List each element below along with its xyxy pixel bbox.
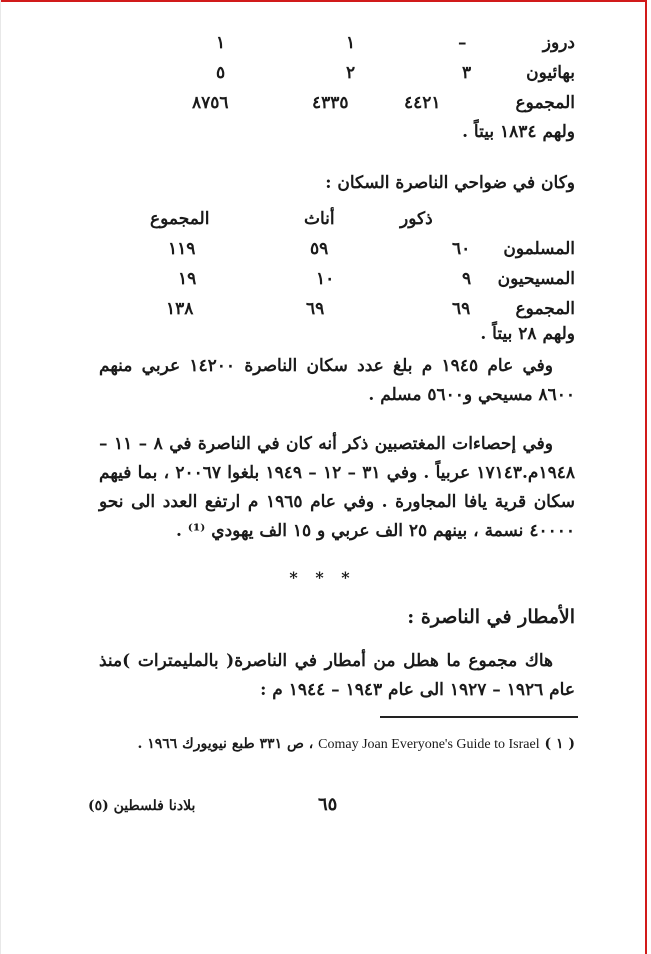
section-separator: * * * — [289, 568, 356, 587]
houses-note: ولهم ١٨٣٤ بيتاً . — [462, 122, 575, 142]
table-cell: ٦٩ — [306, 299, 325, 319]
table-cell: ٦٩ — [452, 299, 471, 319]
table-cell: ٦٠ — [452, 239, 471, 259]
table-cell: ١٠ — [316, 269, 335, 289]
paragraph-1945-population: وفي عام ١٩٤٥ م بلغ عدد سكان الناصرة ١٤٢٠٠ عربي منهم ٨٦٠٠ مسيحي و٥٦٠٠ مسلم . — [99, 356, 575, 405]
table-cell: – — [458, 33, 467, 53]
row-label: دروز — [542, 33, 575, 53]
table-cell: ٩ — [462, 269, 472, 289]
footnote-divider — [380, 716, 578, 718]
table-cell: ٤٣٣٥ — [312, 93, 349, 113]
row-label: المسيحيون — [497, 269, 575, 289]
table-cell: ١١٩ — [168, 239, 196, 259]
table-cell: ١ — [346, 33, 356, 53]
table-cell: ١٩ — [178, 269, 197, 289]
page-number: ٦٥ — [318, 794, 338, 815]
footnote-number: ( ١ ) — [544, 736, 575, 752]
table-cell: ١٣٨ — [166, 299, 194, 319]
table-cell: ١ — [216, 33, 226, 53]
rain-section-heading: الأمطار في الناصرة : — [407, 606, 575, 628]
footnote-publication: ، ص ٣٣١ طبع نيويورك ١٩٦٦ . — [137, 736, 314, 752]
running-footer-title: بلادنا فلسطين (٥) — [88, 798, 196, 814]
rain-paragraph: هاك مجموع ما هطل من أمطار في الناصرة( بالمليمترات )منذ عام ١٩٢٦ – ١٩٢٧ الى عام ١٩٤٣ – ١٩٤٤ م : — [99, 651, 575, 700]
row-label: المجموع — [515, 93, 575, 113]
table-cell: ٤٤٢١ — [404, 93, 441, 113]
table-cell: ٥ — [216, 63, 226, 83]
window-border-right — [645, 0, 647, 954]
header-total: المجموع — [150, 209, 210, 229]
row-label: المجموع — [515, 299, 575, 319]
footnote — [105, 730, 575, 759]
header-female: أناث — [304, 209, 335, 229]
footnote-source: Comay Joan Everyone's Guide to Israel — [318, 737, 540, 752]
table-cell: ٢ — [346, 63, 356, 83]
table-cell: ٥٩ — [310, 239, 329, 259]
paragraph-occupation-statistics: وفي إحصاءات المغتصبين ذكر أنه كان في الناصرة في ٨ – ١١ – ١٩٤٨م.١٧١٤٣ عربياً . وفي ٣١ – ١٢ – ١٩٤٩ بلغوا ٢٠٠٦٧ ، بما فيهم سكان قرية يافا المجاورة . وفي عام ١٩٦٥ م ارتفع العدد الى نحو ٤٠٠٠٠ نسمة ، بينهم ٢٥ الف عربي و ١٥ الف يهودي ⁽¹⁾ . — [99, 434, 575, 541]
row-label: بهائيون — [526, 63, 575, 83]
row-label: المسلمون — [503, 239, 575, 259]
header-male: ذكور — [400, 209, 433, 229]
suburbs-intro: وكان في ضواحي الناصرة السكان : — [325, 173, 575, 193]
table-cell: ٣ — [462, 63, 472, 83]
houses-note: ولهم ٢٨ بيتاً . — [480, 324, 575, 344]
table-cell: ٨٧٥٦ — [192, 93, 229, 113]
